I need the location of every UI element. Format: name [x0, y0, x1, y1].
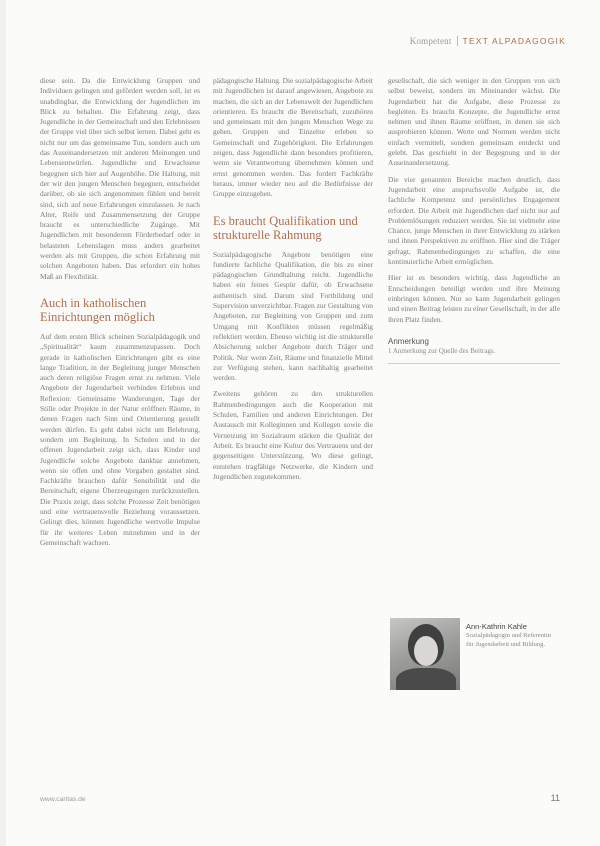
photo-shoulders: [396, 668, 456, 690]
note-text: 1 Anmerkung zur Quelle des Beitrags.: [388, 347, 496, 356]
header-divider: [457, 36, 458, 46]
author-name: Ann-Kathrin Kahle: [466, 622, 527, 631]
author-bio: Sozialpädagogin und Referentin für Jugendarbeit und Bildung.: [466, 632, 551, 648]
paragraph: Zweitens gehören zu den strukturellen Rahmenbedingungen auch die Kooperation mit Schulen, Familien und anderen Einrichtungen. Der Austausch mit Kolleginnen und Kollegen sowie die Vernetzung im Sozialraum stärken die Qualität der Arbeit. Es braucht eine Kultur des Vertrauens und der gegenseitigen Unterstützung. Wo diese gelingt, entstehen tragfähige Netzwerke, die Kindern und Jugendlichen zugutekommen.: [213, 389, 373, 481]
paragraph: Hier ist es besonders wichtig, dass Jugendliche an Entscheidungen beteiligt werden und ihre Meinung einbringen können. Nur so kann Jugendarbeit gelingen und einen Beitrag leisten zu einer Gesellschaft, in der alle ihren Platz finden.: [388, 273, 560, 324]
page-header: [410, 36, 566, 46]
paragraph: diese sein. Da die Entwicklung Gruppen und Individuen gelingen und gefördert werden soll, ist es unabdingbar, die Entwicklung der Jugendlichen im Blick zu behalten. Die Erfahrung zeigt, dass Jugendliche in der Gemeinschaft und den Erlebnissen der Gruppe viel über sich selbst lernen. Dabei geht es nicht nur um das gemeinsame Tun, sondern auch um das Auseinandersetzen mit anderen Meinungen und Lebensentwürfen. Jugendliche und Erwachsene begegnen sich hier auf Augenhöhe. Die Haltung, mit der wir den jungen Menschen begegnen, entscheidet darüber, ob sie sich angenommen fühlen und bereit sind, sich auf neue Erfahrungen einzulassen. Je nach Alter, Reife und Zusammensetzung der Gruppe braucht es unterschiedliche Zugänge. Mit Jugendlichen mit besonderem Förderbedarf oder in belasteten Lebenslagen muss anders gearbeitet werden als mit Gruppen, die schon Erfahrung mit solchen Angeboten haben. Das erfordert ein hohes Maß an Flexibilität.: [40, 76, 200, 281]
paragraph: pädagogische Haltung. Die sozialpädagogische Arbeit mit Jugendlichen ist darauf angewiesen, Angebote zu machen, die sich an der Lebenswelt der Jugendlichen orientieren. Es braucht die Bereitschaft, zuzuhören und gemeinsam mit den jungen Menschen Wege zu gehen. Gruppen und Einzelne erleben so Gemeinschaft und Zugehörigkeit. Die Erfahrungen zeigen, dass Jugendliche dann besonders profitieren, wenn sie Verantwortung übernehmen können und ernst genommen werden. Das fordert Fachkräfte heraus, immer wieder neu auf die Bedürfnisse der Gruppe einzugehen.: [213, 76, 373, 199]
footer-url: www.caritas.de: [40, 796, 86, 803]
text-column-2: [213, 76, 373, 482]
photo-face: [414, 636, 438, 666]
section-title: TEXT ALPADAGOGIK: [462, 36, 566, 46]
author-box: [390, 618, 560, 690]
paragraph: Sozialpädagogische Angebote benötigen eine fundierte fachliche Qualifikation, die bis zu einer pädagogischen Grundhaltung reicht. Jugendliche haben ein feines Gespür dafür, ob Erwachsene authentisch sind. Darum sind Fortbildung und Supervision unverzichtbar. Fragen zur Gestaltung von Angeboten, zur Begleitung von Gruppen und zum Umgang mit Konflikten müssen regelmäßig reflektiert werden. Ebenso wichtig ist die strukturelle Absicherung solcher Angebote durch Träger und Politik. Nur wenn Zeit, Räume und finanzielle Mittel zur Verfügung stehen, kann nachhaltig gearbeitet werden.: [213, 249, 373, 383]
section-heading: Auch in katholischen Einrichtungen möglich: [40, 295, 155, 324]
page-number: 11: [550, 793, 560, 803]
paragraph: gesellschaft, die sich weniger in den Gruppen von sich selbst beweist, sondern im Miteinander wächst. Die Jugendarbeit hat die Aufgabe, diese Prozesse zu begleiten. Es braucht Konzepte, die Jugendliche ernst nehmen und ihnen Räume eröffnen, in denen sie sich ausprobieren können. Werte und Normen werden nicht einfach vermittelt, sondern gemeinsam entdeckt und gelebt. Das geschieht in der Begegnung und in der Auseinandersetzung.: [388, 76, 560, 168]
divider: [388, 363, 560, 364]
scan-edge: [0, 0, 6, 846]
paragraph: Auf dem ersten Blick scheinen Sozialpädagogik und „Spiritualität“ kaum zusammenzupassen. Doch gerade in katholischen Einrichtungen gibt es eine lange Tradition, in der Begleitung junger Menschen auch deren religiöse Fragen ernst zu nehmen. Viele Angebote der Jugendarbeit verbinden Erlebnis und Reflexion: Gemeinsame Wanderungen, Tage der Stille oder Projekte in der Natur eröffnen Räume, in denen Fragen nach Sinn und Orientierung gestellt werden dürfen. Es geht dabei nicht um Belehrung, sondern um Begleitung. In Schulen und in der offenen Jugendarbeit zeigt sich, dass Kinder und Jugendliche solche Angebote dankbar annehmen, wenn sie offen und ohne Vorgaben gestaltet sind. Fachkräfte brauchen dafür Sensibilität und die Bereitschaft, eigene Überzeugungen zurückzustellen. Die Praxis zeigt, dass solche Prozesse Zeit benötigen und eine vertrauensvolle Beziehung voraussetzen. Gelingt dies, können Jugendliche wertvolle Impulse für ihr weiteres Leben mitnehmen und in der Gemeinschaft wachsen.: [40, 331, 200, 547]
text-column-3: [388, 76, 560, 364]
paragraph: Die vier genannten Bereiche machen deutlich, dass Jugendarbeit eine anspruchsvolle Aufgabe ist, die fachliche Kompetenz und persönliches Engagement erfordert. Die Arbeit mit Jugendlichen darf nicht nur auf Problemlösungen reduziert werden. Sie ist vielmehr eine Chance, junge Menschen in ihrer Entwicklung zu stärken und ihnen Perspektiven zu eröffnen. Hier sind die Träger gefragt, Rahmenbedingungen zu schaffen, die eine kontinuierliche Arbeit ermöglichen.: [388, 174, 560, 267]
magazine-name: Kompetent: [409, 36, 452, 46]
author-photo: [390, 618, 460, 690]
section-heading: Es braucht Qualifikation und strukturelle Rahmung: [213, 213, 358, 242]
note-title: Anmerkung: [388, 336, 429, 346]
text-column-1: [40, 76, 200, 548]
